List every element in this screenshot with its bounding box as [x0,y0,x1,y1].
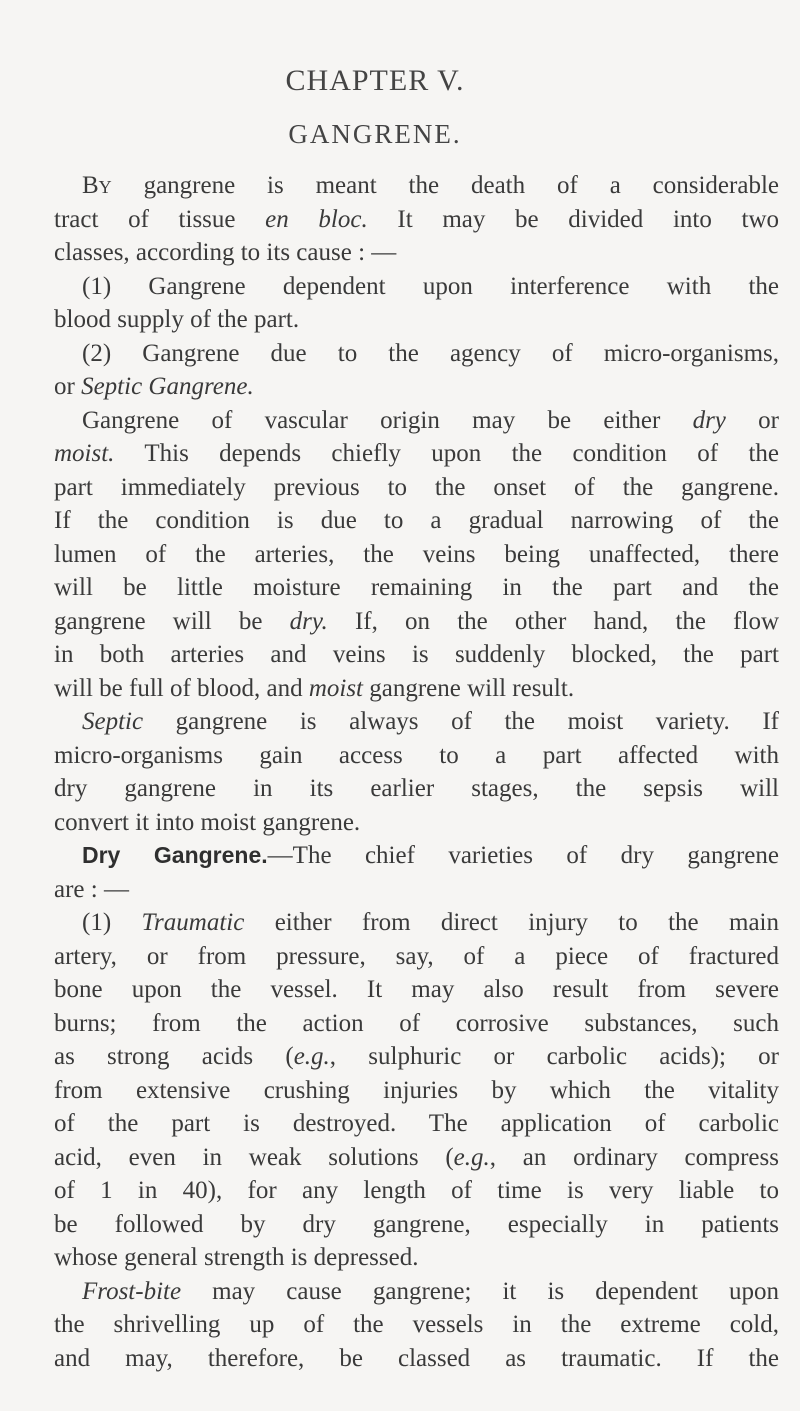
text-line [54,605,779,639]
text-line: be followed by dry gangrene, especially in patients [54,1210,779,1238]
text-line [54,404,779,438]
italic-phrase: e.g. [293,1043,330,1070]
text-line [54,437,779,471]
text-line: of 1 in 40), for any length of time is very liable to [54,1177,779,1204]
text-span: gangrene will be [54,607,290,635]
text-line: burns; from the action of corrosive substances, such [54,1009,779,1037]
text-line [54,672,779,706]
text-span: acid, even in weak solutions ( [54,1143,454,1171]
text-line: are : — [54,875,129,903]
text-line [54,370,779,404]
section-title: GANGRENE. [288,119,462,149]
text-span: This depends chiefly upon the condition of the [114,440,779,467]
text-span: as strong acids ( [54,1043,294,1070]
italic-phrase: Septic Gangrene. [81,373,254,400]
text-span: or [725,406,780,434]
text-span: either from direct injury to the main [244,909,780,936]
italic-phrase: Septic [82,708,144,735]
text-span: tract of tissue [54,205,266,233]
text-span: —The chief varieties of dry gangrene [267,842,780,869]
text-line: part immediately previous to the onset of the gangrene. [54,473,779,501]
page-body [54,169,779,1375]
text-span: or [54,373,82,400]
text-span: will be full of blood, and [54,674,309,702]
text-line: of the part is destroyed. The application of carbolic [54,1110,779,1137]
text-line: bone upon the vessel. It may also result from severe [54,976,779,1003]
drop-word: By [82,172,112,199]
text-line: the shrivelling up of the vessels in the extreme cold, [54,1311,779,1338]
text-span: Gangrene of vascular origin may be either [82,406,693,434]
italic-phrase: en bloc. [265,205,368,233]
text-span: gangrene is meant the death of a considerable [111,172,779,199]
section-heading: Dry Gangrene. [82,842,268,868]
text-line [54,203,779,237]
list-item: (1) Gangrene dependent upon interference with the [82,272,779,300]
text-span: (1) [82,909,142,936]
text-line [54,705,779,739]
text-line [54,1275,779,1309]
text-line: classes, according to its cause : — [54,239,397,266]
italic-phrase: dry [692,406,726,434]
text-line: lumen of the arteries, the veins being unaffected, there [54,540,779,568]
text-line: and may, therefore, be classed as traumatic. If the [54,1344,779,1372]
text-line: blood supply of the part. [54,306,300,333]
text-span: It may be divided into two [367,205,779,233]
list-item [54,906,779,940]
chapter-title: CHAPTER V. [285,64,465,97]
italic-phrase: Traumatic [141,909,245,936]
italic-phrase: Frost-bite [82,1277,182,1305]
text-span: gangrene is always of the moist variety. If [143,708,779,735]
text-span: , an ordinary compress [489,1143,779,1171]
text-line: in both arteries and veins is suddenly blocked, the part [54,641,779,668]
text-line: from extensive crushing injuries by which the vitality [54,1076,779,1104]
text-line: artery, or from pressure, say, of a piece of fractured [54,942,779,970]
italic-phrase: e.g. [453,1143,490,1171]
text-span: If, on the other hand, the flow [327,607,779,635]
text-span: may cause gangrene; it is dependent upon [181,1277,779,1305]
list-item: (2) Gangrene due to the agency of micro-organisms, [82,339,779,367]
text-line: dry gangrene in its earlier stages, the sepsis will [54,775,779,802]
text-line: If the condition is due to a gradual narrowing of the [54,507,779,534]
italic-phrase: moist [308,674,364,702]
text-line: will be little moisture remaining in the part and the [54,574,779,601]
text-line [54,1040,779,1074]
text-line [54,839,779,873]
text-line: whose general strength is depressed. [54,1244,419,1271]
text-line: convert it into moist gangrene. [54,808,361,836]
italic-phrase: moist. [54,440,115,467]
text-span: gangrene will result. [363,674,575,702]
text-line [54,169,779,203]
text-span: , sulphuric or carbolic acids); or [329,1043,779,1070]
text-line [54,1141,779,1175]
text-line: micro-organisms gain access to a part affected with [54,741,779,769]
italic-phrase: dry. [289,607,328,635]
